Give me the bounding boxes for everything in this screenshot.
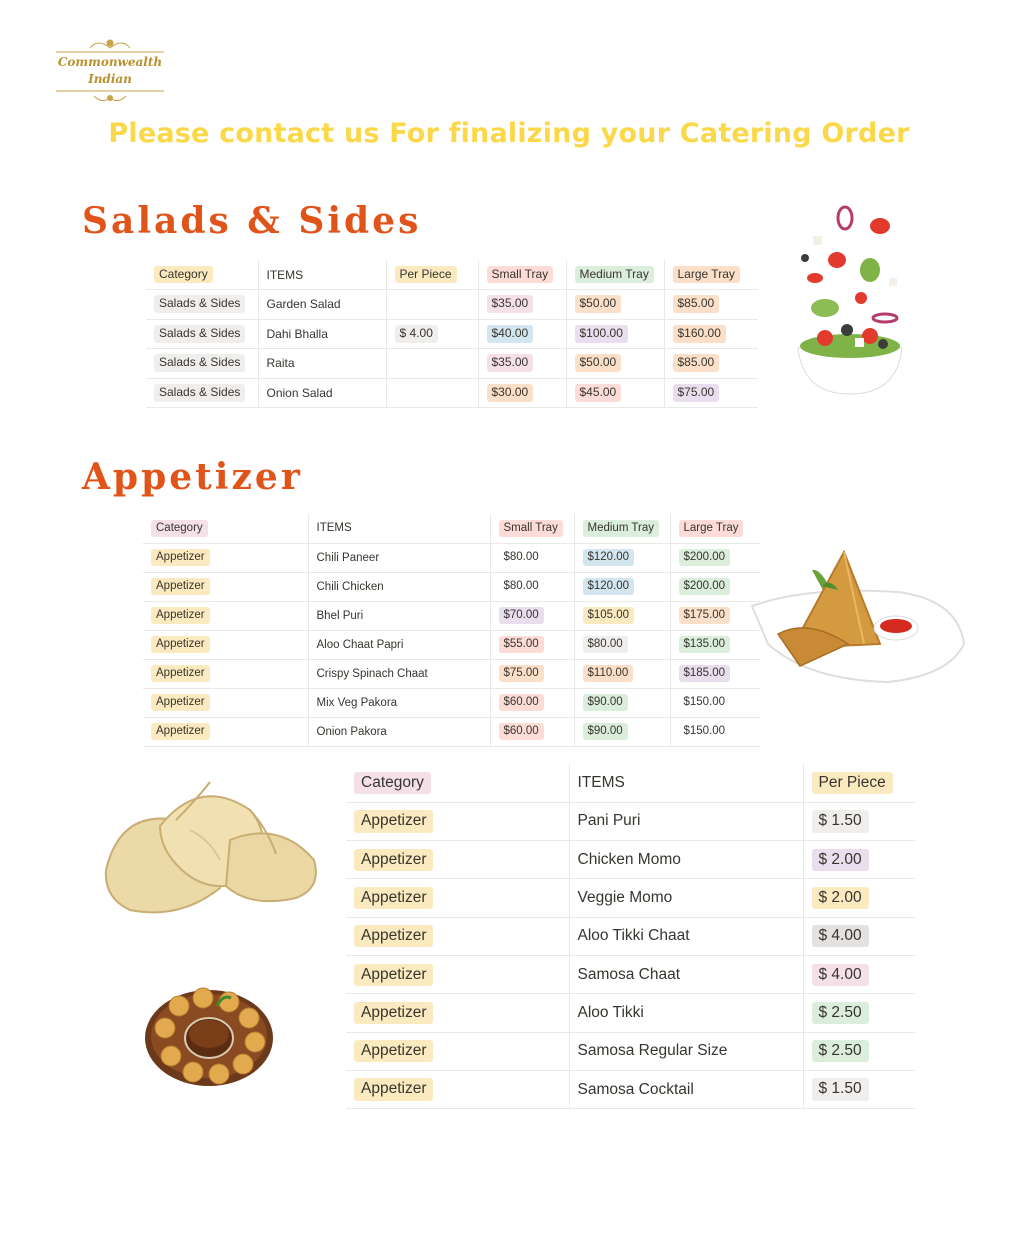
- per-piece-price: $ 2.50: [812, 1002, 869, 1024]
- momo-image: [100, 770, 328, 922]
- column-header: Per Piece: [803, 764, 915, 802]
- category-tag: Appetizer: [354, 849, 433, 871]
- medium-tray-price: $90.00: [583, 723, 628, 740]
- table-row: [143, 659, 760, 688]
- contact-banner: Please contact us For finalizing your Catering Order: [108, 118, 910, 149]
- table-header-row: [346, 764, 915, 802]
- column-header: ITEMS: [308, 514, 490, 543]
- table-row: [346, 802, 915, 840]
- medium-tray-price: $45.00: [575, 384, 622, 402]
- table-header-row: [146, 260, 758, 290]
- item-name: Raita: [258, 349, 386, 379]
- category-tag: Appetizer: [151, 549, 210, 566]
- column-header: Large Tray: [670, 514, 760, 543]
- table-row: [146, 290, 758, 320]
- category-tag: Appetizer: [151, 723, 210, 740]
- large-tray-price: $185.00: [679, 665, 731, 682]
- samosa-plate-image: [748, 548, 966, 686]
- item-name: Dahi Bhalla: [258, 319, 386, 349]
- item-name: Samosa Regular Size: [569, 1032, 803, 1070]
- category-tag: Salads & Sides: [154, 354, 245, 372]
- item-name: Aloo Tikki Chaat: [569, 917, 803, 955]
- category-tag: Appetizer: [354, 887, 433, 909]
- large-tray-price: $135.00: [679, 636, 731, 653]
- category-tag: Appetizer: [151, 607, 210, 624]
- category-tag: Appetizer: [151, 636, 210, 653]
- column-header: Medium Tray: [566, 260, 664, 290]
- small-tray-price: $75.00: [499, 665, 544, 682]
- table-row: [143, 543, 760, 572]
- column-header: Category: [346, 764, 569, 802]
- large-tray-price: $175.00: [679, 607, 731, 624]
- per-piece-price: $ 1.50: [812, 1078, 869, 1100]
- per-piece-cell: [386, 290, 478, 320]
- large-tray-price: $200.00: [679, 549, 731, 566]
- logo-line-1: Commonwealth: [57, 55, 163, 69]
- item-name: Samosa Cocktail: [569, 1070, 803, 1108]
- category-tag: Salads & Sides: [154, 325, 245, 343]
- item-name: Aloo Chaat Papri: [308, 630, 490, 659]
- table-row: [146, 378, 758, 408]
- small-tray-price: $55.00: [499, 636, 544, 653]
- table-row: [143, 688, 760, 717]
- item-name: Mix Veg Pakora: [308, 688, 490, 717]
- per-piece-price: $ 1.50: [812, 810, 869, 832]
- table-row: [346, 1070, 915, 1108]
- table-row: [143, 572, 760, 601]
- large-tray-price: $85.00: [673, 354, 720, 372]
- per-piece-table: [346, 764, 915, 1109]
- per-piece-price: $ 4.00: [812, 964, 869, 986]
- appetizer-table: [143, 514, 760, 747]
- salads-section-title: Salads & Sides: [82, 200, 422, 242]
- medium-tray-price: $80.00: [583, 636, 628, 653]
- item-name: Bhel Puri: [308, 601, 490, 630]
- small-tray-price: $70.00: [499, 607, 544, 624]
- item-name: Pani Puri: [569, 802, 803, 840]
- category-tag: Salads & Sides: [154, 295, 245, 313]
- column-header: Small Tray: [490, 514, 574, 543]
- table-row: [346, 1032, 915, 1070]
- medium-tray-price: $105.00: [583, 607, 635, 624]
- per-piece-price: $ 4.00: [395, 325, 438, 343]
- per-piece-price: $ 4.00: [812, 925, 869, 947]
- category-tag: Appetizer: [354, 964, 433, 986]
- table-row: [146, 319, 758, 349]
- table-row: [346, 841, 915, 879]
- item-name: Veggie Momo: [569, 879, 803, 917]
- medium-tray-price: $120.00: [583, 578, 635, 595]
- small-tray-price: $35.00: [487, 295, 534, 313]
- table-row: [146, 349, 758, 379]
- table-row: [346, 879, 915, 917]
- table-row: [143, 601, 760, 630]
- table-row: [346, 917, 915, 955]
- large-tray-price: $160.00: [673, 325, 726, 343]
- column-header: Medium Tray: [574, 514, 670, 543]
- category-tag: Appetizer: [354, 925, 433, 947]
- large-tray-price: $85.00: [673, 295, 720, 313]
- salad-bowl-image: [785, 198, 915, 398]
- small-tray-price: $40.00: [487, 325, 534, 343]
- table-row: [143, 717, 760, 746]
- logo-line-2: Indian: [88, 72, 132, 86]
- column-header: ITEMS: [569, 764, 803, 802]
- large-tray-price: $150.00: [683, 696, 726, 709]
- salads-table: [146, 260, 758, 408]
- per-piece-price: $ 2.00: [812, 887, 869, 909]
- per-piece-cell: [386, 378, 478, 408]
- item-name: Chili Chicken: [308, 572, 490, 601]
- category-tag: Salads & Sides: [154, 384, 245, 402]
- category-tag: Appetizer: [354, 1078, 433, 1100]
- medium-tray-price: $50.00: [575, 295, 622, 313]
- small-tray-price: $30.00: [487, 384, 534, 402]
- per-piece-price: $ 2.50: [812, 1040, 869, 1062]
- appetizer-section-title: Appetizer: [82, 456, 303, 498]
- category-tag: Appetizer: [354, 810, 433, 832]
- item-name: Onion Salad: [258, 378, 386, 408]
- column-header: Per Piece: [386, 260, 478, 290]
- column-header: Category: [146, 260, 258, 290]
- table-row: [143, 630, 760, 659]
- category-tag: Appetizer: [354, 1040, 433, 1062]
- table-header-row: [143, 514, 760, 543]
- item-name: Crispy Spinach Chaat: [308, 659, 490, 688]
- small-tray-price: $80.00: [503, 580, 539, 593]
- medium-tray-price: $110.00: [583, 665, 634, 682]
- pani-puri-image: [143, 984, 275, 1088]
- small-tray-price: $60.00: [499, 694, 544, 711]
- category-tag: Appetizer: [151, 578, 210, 595]
- item-name: Aloo Tikki: [569, 994, 803, 1032]
- column-header: ITEMS: [258, 260, 386, 290]
- category-tag: Appetizer: [151, 665, 210, 682]
- column-header: Category: [143, 514, 308, 543]
- category-tag: Appetizer: [354, 1002, 433, 1024]
- medium-tray-price: $50.00: [575, 354, 622, 372]
- medium-tray-price: $100.00: [575, 325, 628, 343]
- item-name: Chicken Momo: [569, 841, 803, 879]
- medium-tray-price: $90.00: [583, 694, 628, 711]
- item-name: Samosa Chaat: [569, 955, 803, 993]
- table-row: [346, 994, 915, 1032]
- per-piece-price: $ 2.00: [812, 849, 869, 871]
- item-name: Garden Salad: [258, 290, 386, 320]
- column-header: Small Tray: [478, 260, 566, 290]
- brand-logo: [54, 36, 166, 104]
- large-tray-price: $200.00: [679, 578, 731, 595]
- small-tray-price: $60.00: [499, 723, 544, 740]
- item-name: Chili Paneer: [308, 543, 490, 572]
- column-header: Large Tray: [664, 260, 758, 290]
- large-tray-price: $150.00: [683, 725, 726, 738]
- medium-tray-price: $120.00: [583, 549, 635, 566]
- per-piece-cell: [386, 349, 478, 379]
- large-tray-price: $75.00: [673, 384, 720, 402]
- category-tag: Appetizer: [151, 694, 210, 711]
- item-name: Onion Pakora: [308, 717, 490, 746]
- small-tray-price: $80.00: [503, 551, 539, 564]
- table-row: [346, 955, 915, 993]
- small-tray-price: $35.00: [487, 354, 534, 372]
